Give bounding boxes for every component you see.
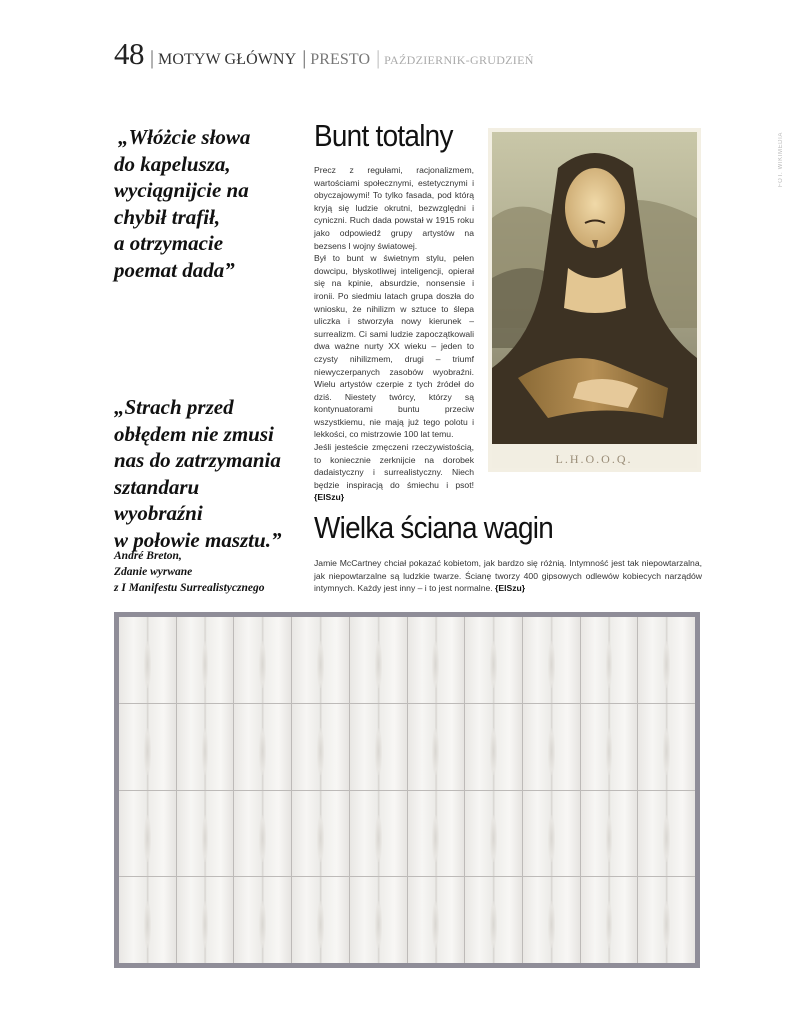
plaster-cast-tile [177, 704, 234, 790]
author-signature: {ElSzu} [314, 492, 345, 503]
plaster-cast-tile [523, 617, 580, 703]
plaster-cast-tile [581, 704, 638, 790]
plaster-cast-tile [119, 617, 176, 703]
quote-line: w połowie masztu.” [114, 527, 282, 552]
plaster-cast-tile [523, 791, 580, 877]
plaster-tile-grid [119, 617, 695, 963]
pull-quote-breton [114, 394, 304, 553]
quote-line: wyciągnijcie na [114, 178, 249, 202]
paragraph [314, 441, 474, 504]
plaster-cast-tile [638, 877, 695, 963]
plaster-cast-tile [234, 617, 291, 703]
article-title-wall: Wielka ściana wagin [314, 510, 554, 545]
header-divider: | [150, 47, 155, 69]
article-body-wall [314, 557, 702, 595]
article-body-bunt [314, 164, 474, 504]
page-header [114, 36, 534, 72]
plaster-cast-tile [408, 791, 465, 877]
painting-illustration [488, 128, 701, 472]
page-number: 48 [114, 36, 144, 71]
quote-line: poemat dada” [114, 257, 235, 282]
magazine-name: PRESTO [310, 51, 371, 68]
photo-credit: FOT. WIKIMEDIA [778, 132, 784, 188]
plaster-cast-tile [523, 877, 580, 963]
painting-caption: L.H.O.O.Q. [555, 452, 633, 466]
plaster-cast-tile [465, 617, 522, 703]
author-signature: {ElSzu} [495, 583, 526, 594]
attribution-line: André Breton, [114, 550, 182, 562]
plaster-cast-tile [638, 617, 695, 703]
plaster-cast-tile [119, 877, 176, 963]
quote-line: sztandaru [114, 474, 200, 499]
plaster-cast-tile [119, 704, 176, 790]
quote-line: nas do zatrzymania [114, 448, 281, 472]
plaster-cast-tile [350, 617, 407, 703]
plaster-cast-tile [581, 617, 638, 703]
pull-quote-dada [114, 124, 294, 283]
paragraph-text: Jeśli jesteście zmęczeni rzeczywistością, to koniecznie zerknijcie na dorobek dadaistyczny i surrealistyczny. Niech będzie inspiracją do śmiechu i psot! [314, 442, 474, 490]
plaster-cast-tile [465, 791, 522, 877]
plaster-cast-tile [465, 877, 522, 963]
quote-line: obłędem nie zmusi [114, 421, 274, 446]
quote-line: chybił trafił, [114, 204, 221, 229]
plaster-cast-tile [465, 704, 522, 790]
issue-date: PAŹDZIERNIK-GRUDZIEŃ [384, 53, 534, 67]
quote-line: wyobraźni [114, 501, 203, 525]
plaster-cast-tile [234, 704, 291, 790]
header-divider: | [302, 47, 307, 69]
article-title-bunt: Bunt totalny [314, 118, 453, 153]
plaster-cast-tile [408, 877, 465, 963]
plaster-cast-tile [292, 617, 349, 703]
section-name: MOTYW GŁÓWNY [158, 51, 297, 68]
quote-attribution [114, 548, 264, 596]
plaster-cast-tile [350, 877, 407, 963]
plaster-cast-tile [177, 617, 234, 703]
plaster-cast-tile [234, 791, 291, 877]
plaster-cast-tile [350, 791, 407, 877]
plaster-cast-tile [292, 704, 349, 790]
plaster-cast-tile [581, 877, 638, 963]
plaster-cast-tile [350, 704, 407, 790]
plaster-cast-tile [177, 877, 234, 963]
plaster-cast-tile [638, 704, 695, 790]
face [565, 168, 625, 248]
quote-line: „Włóżcie słowa [118, 125, 251, 149]
attribution-line: Zdanie wyrwane [114, 566, 193, 578]
attribution-line: z I Manifestu Surrealistycznego [114, 582, 265, 594]
paragraph: Był to bunt w świetnym stylu, pełen dowcipu, błyskotliwej inteligencji, opierał się na kpinie, absurdzie, nonsensie i ironii. Po siedmiu latach grupa doszła do wniosku, że nihilizm w sztuce to ślepa uliczka i stworzyła nowy kierunek – surrealizm. Ci sami ludzie zapoczątkowali dwa ważne nurty XX wieku – jeden to czysty nihilizmem, drugi – triumf niewyczerpanych zasobów wyobraźni. Wielu artystów czerpie z tych źródeł do dziś. Niestety twórcy, którzy są kontynuatorami buntu przeciw wszystkiemu, nie mają już tego polotu i lekkości, co mistrzowie 100 lat temu. [314, 253, 474, 440]
plaster-cast-tile [523, 704, 580, 790]
plaster-cast-tile [581, 791, 638, 877]
plaster-cast-tile [177, 791, 234, 877]
plaster-cast-tile [408, 617, 465, 703]
paragraph: Precz z regułami, racjonalizmem, wartościami społecznymi, estetycznymi i obyczajowymi! To tylko fasada, pod którą kryją się ludzie okrutni, bezwzględni i cyniczni. Ruch dada powstał w 1915 roku jako odpowiedź grupy artystów na bezsens I wojny światowej. [314, 165, 474, 251]
header-divider: | [376, 47, 381, 69]
paragraph-text: Jamie McCartney chciał pokazać kobietom, jak bardzo się różnią. Intymność jest tak niepowtarzalna, jak niepowtarzalne są ludzkie twarze. Ścianę tworzy 400 gipsowych odlewów kobiecych narządów intymnych. Każdy jest inny – i to jest normalne. [314, 558, 702, 594]
plaster-cast-tile [292, 791, 349, 877]
plaster-cast-tile [408, 704, 465, 790]
plaster-cast-tile [119, 791, 176, 877]
quote-line: „Strach przed [114, 395, 234, 419]
plaster-cast-tile [234, 877, 291, 963]
plaster-cast-tile [638, 791, 695, 877]
quote-line: a otrzymacie [114, 231, 224, 255]
plaster-wall-image [114, 612, 700, 968]
lhooq-painting-image [488, 128, 701, 472]
plaster-cast-tile [292, 877, 349, 963]
quote-line: do kapelusza, [114, 151, 231, 176]
